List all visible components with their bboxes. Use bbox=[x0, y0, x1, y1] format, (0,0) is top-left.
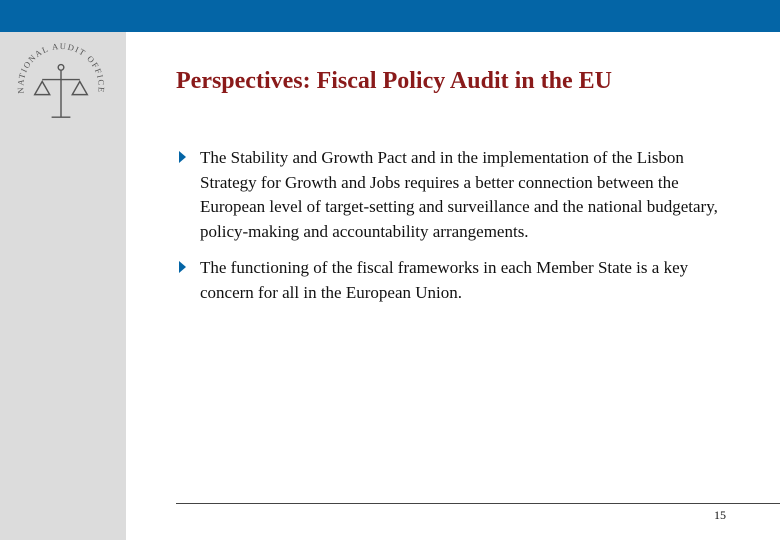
national-audit-office-logo bbox=[14, 42, 108, 136]
page-number: 15 bbox=[714, 508, 726, 522]
bullet-text: The Stability and Growth Pact and in the implementation of the Lisbon Strategy for Growth and Jobs requires a better connection between the European level of target-setting and surveillance and the national budgetary, policy-making and accountability arrangements. bbox=[200, 148, 718, 241]
bullet-arrow-icon bbox=[179, 261, 186, 273]
bullet-list bbox=[176, 146, 736, 317]
bullet-text: The functioning of the fiscal frameworks in each Member State is a key concern for all in the European Union. bbox=[200, 258, 689, 302]
top-banner-bar bbox=[0, 0, 780, 32]
slide-title: Perspectives: Fiscal Policy Audit in the EU bbox=[176, 68, 612, 94]
footer-divider bbox=[176, 503, 780, 504]
bullet-arrow-icon bbox=[179, 151, 186, 163]
bullet-item bbox=[176, 256, 736, 305]
bullet-item bbox=[176, 146, 736, 244]
scales-of-justice-icon bbox=[35, 65, 88, 118]
logo-text: NATIONAL AUDIT OFFICE bbox=[15, 42, 107, 95]
